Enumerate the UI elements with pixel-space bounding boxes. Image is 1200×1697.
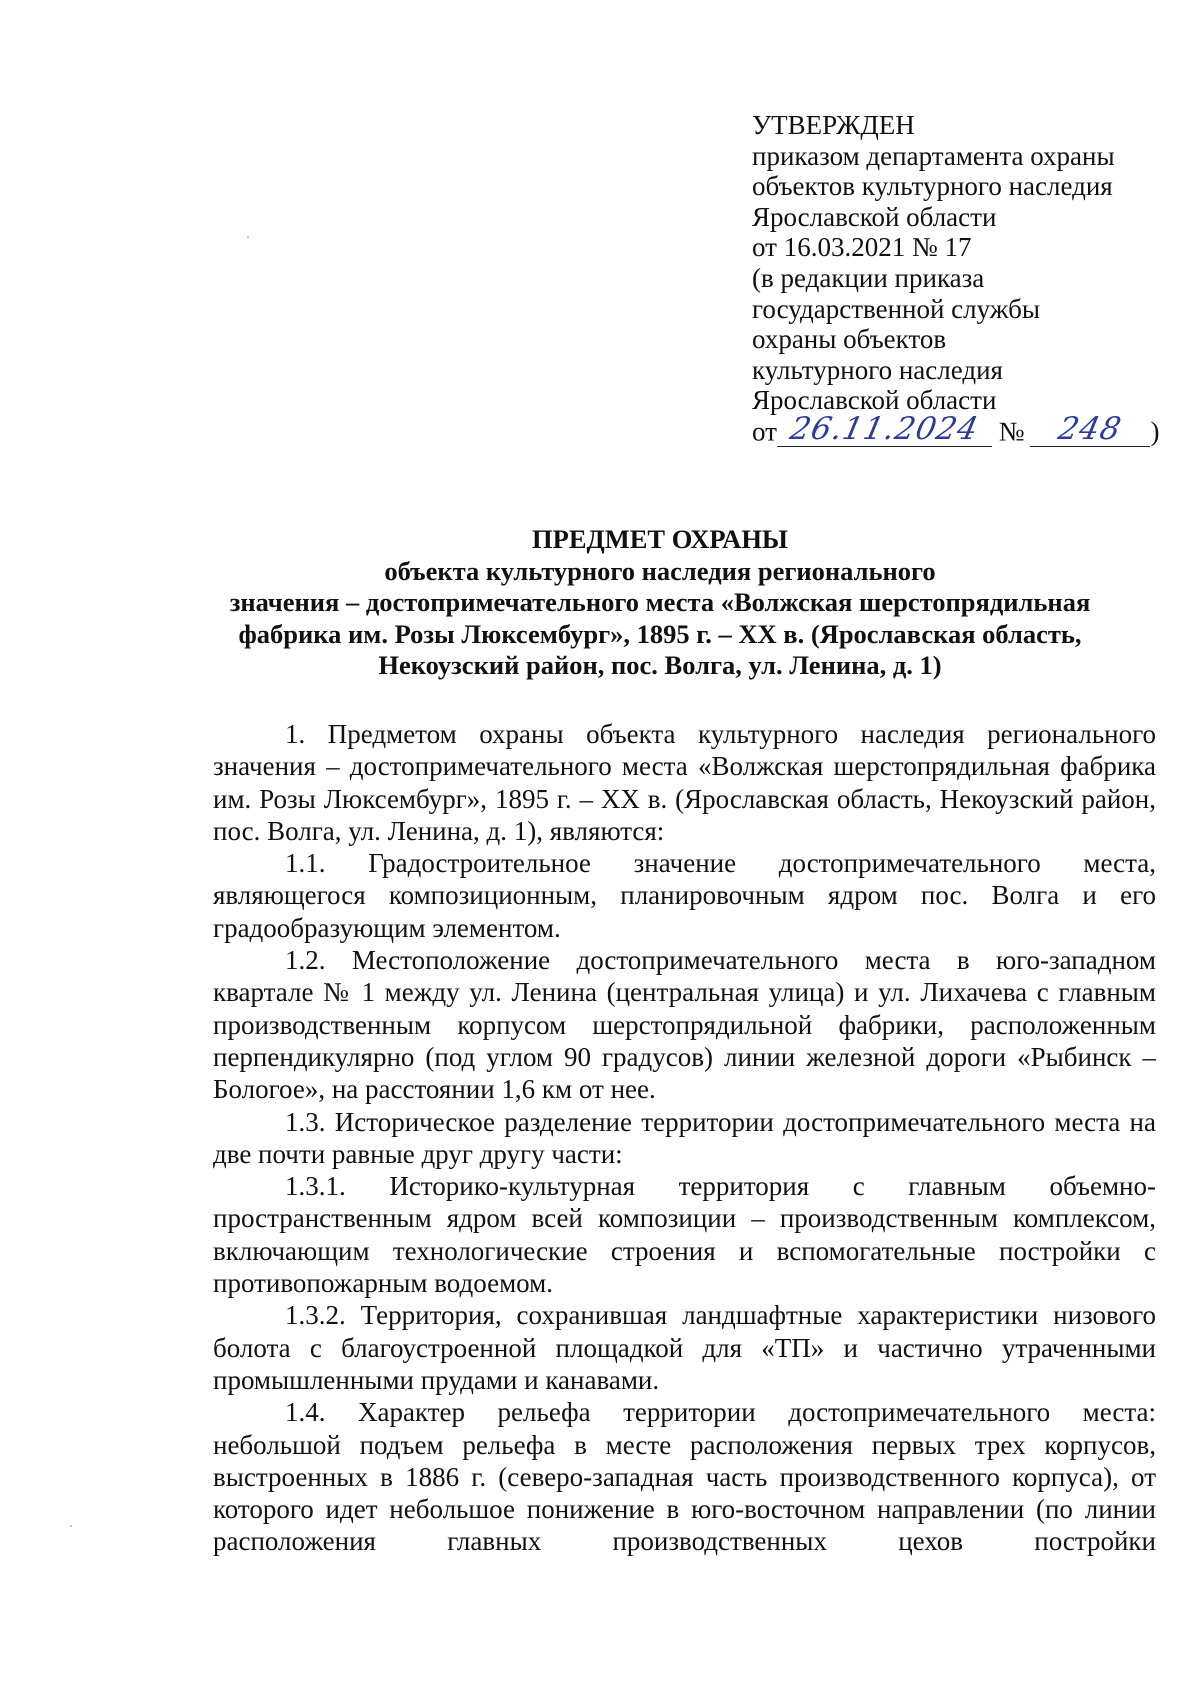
date-prefix: от — [752, 416, 777, 447]
closing-paren: ) — [1150, 416, 1160, 447]
approval-line: от 16.03.2021 № 17 — [752, 232, 972, 263]
document-title — [150, 524, 1170, 682]
title-heading: ПРЕДМЕТ ОХРАНЫ — [532, 524, 788, 554]
approval-heading: УТВЕРЖДЕН — [752, 110, 915, 140]
document-body — [213, 718, 1156, 1558]
approval-line: культурного наследия — [752, 354, 1003, 385]
scan-speck — [70, 1525, 72, 1527]
approval-line: Ярославской области — [752, 201, 997, 232]
title-line: Некоузский район, пос. Волга, ул. Ленина, д. 1) — [378, 650, 942, 680]
approval-stamp-block — [752, 110, 1172, 447]
amendment-date-line — [752, 410, 1172, 447]
approval-line: государственной службы — [752, 293, 1040, 324]
number-underline — [1030, 410, 1150, 447]
date-underline — [777, 410, 992, 447]
approval-line: объектов культурного наследия — [752, 171, 1113, 202]
handwritten-date: 26.11.2024 — [786, 410, 983, 447]
title-line: значения – достопримечательного места «Волжская шерстопрядильная — [229, 587, 1091, 617]
title-line: объекта культурного наследия регионального — [384, 555, 936, 586]
paragraph-1-1: 1.1. Градостроительное значение достопримечательного места, являющегося композиционным, планировочным ядром пос. Волга и его градообразующим элементом. — [213, 848, 1156, 943]
title-line: фабрика им. Розы Люксембург», 1895 г. – XX в. (Ярославская область, — [238, 618, 1082, 649]
number-sign: № — [998, 416, 1025, 447]
paragraph-1-3-2: 1.3.2. Территория, сохранившая ландшафтные характеристики низового болота с благоустроенной площадкой для «ТП» и частично утраченными промышленными прудами и канавами. — [213, 1300, 1156, 1395]
approval-line: приказом департамента охраны — [752, 140, 1115, 171]
paragraph-1-2: 1.2. Местоположение достопримечательного места в юго-западном квартале № 1 между ул. Ленина (центральная улица) и ул. Лихачева с главным производственным корпусом шерстопрядильной фабрики, расположенным перпендикулярно (под углом 90 градусов) линии железной дороги «Рыбинск – Бологое», на расстоянии 1,6 км от нее. — [213, 945, 1156, 1105]
handwritten-number: 248 — [1055, 410, 1126, 447]
approval-line: Ярославской области — [752, 385, 997, 416]
paragraph-1-4: 1.4. Характер рельефа территории достопримечательного места: небольшой подъем рельефа в месте расположения первых трех корпусов, выстроенных в 1886 г. (северо-западная часть производственного корпуса), от которого идет небольшое понижение в юго-восточном направлении (по линии расположения главных производственных цехов постройки — [213, 1397, 1156, 1557]
scan-speck — [247, 236, 249, 238]
paragraph-1-3: 1.3. Историческое разделение территории достопримечательного места на две почти равные друг другу части: — [213, 1106, 1156, 1169]
approval-line: охраны объектов — [752, 324, 947, 355]
approval-line: (в редакции приказа — [752, 262, 985, 293]
paragraph-1-3-1: 1.3.1. Историко-культурная территория с главным объемно-пространственным ядром всей композиции – производственным комплексом, включающим технологические строения и вспомогательные постройки с противопожарным водоемом. — [213, 1171, 1156, 1299]
paragraph-1: 1. Предметом охраны объекта культурного наследия регионального значения – достопримечательного места «Волжская шерстопрядильная фабрика им. Розы Люксембург», 1895 г. – XX в. (Ярославская область, Некоузский район, пос. Волга, ул. Ленина, д. 1), являются: — [213, 719, 1156, 846]
